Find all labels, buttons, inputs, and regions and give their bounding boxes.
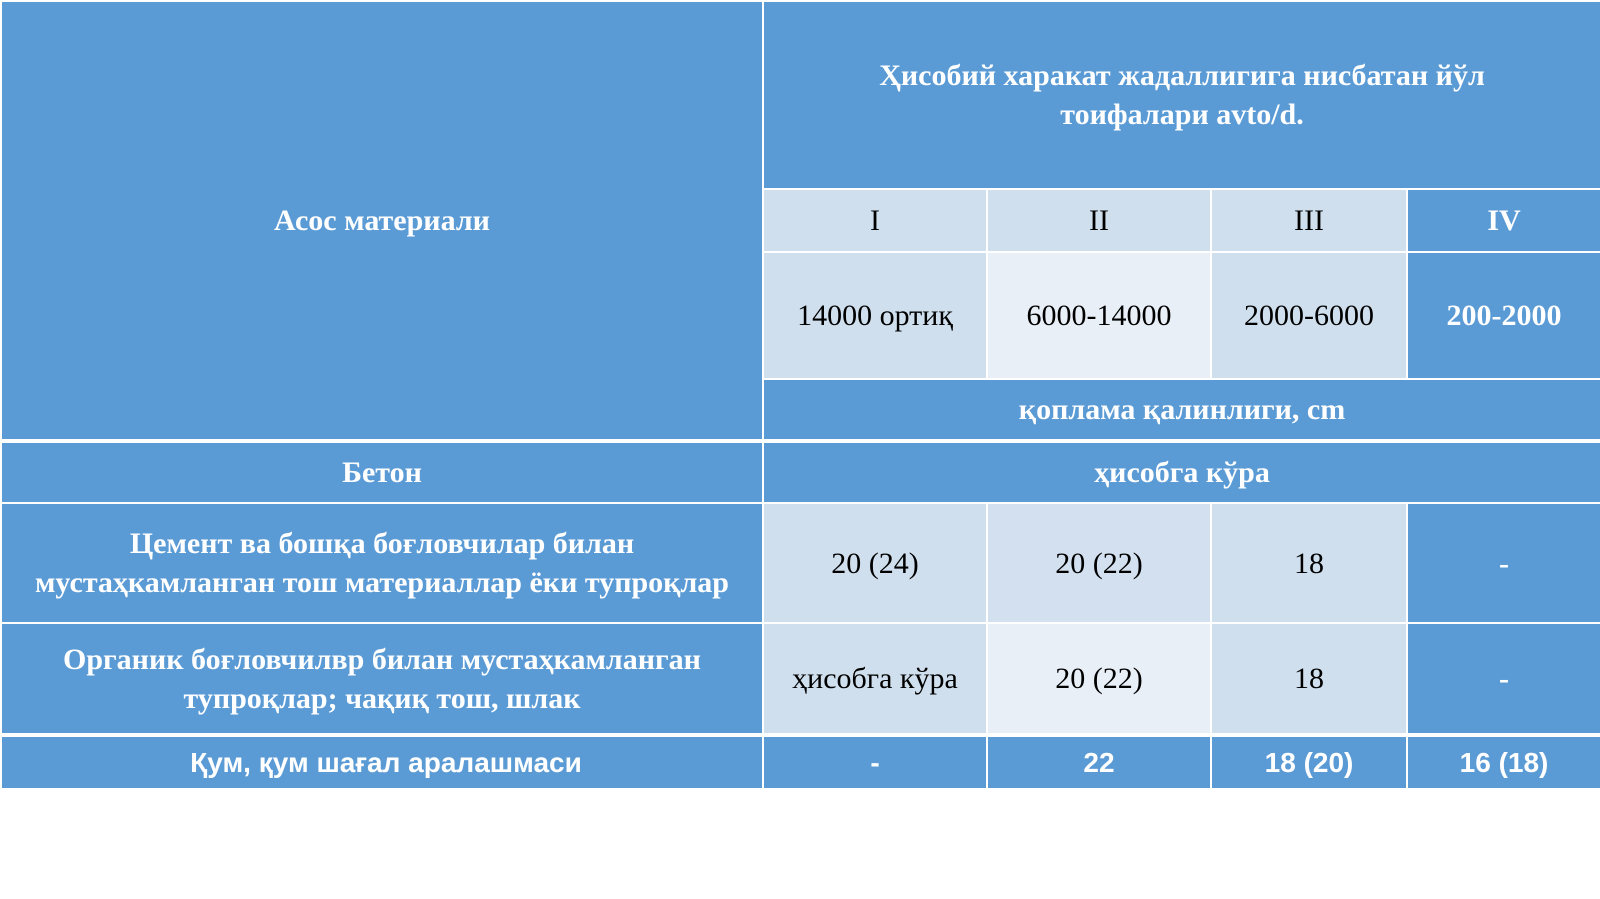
category-iii: III	[1211, 189, 1407, 252]
row-concrete-material: Бетон	[1, 441, 763, 503]
row-sand-value-iv: 16 (18)	[1407, 735, 1600, 789]
row-cement-material: Цемент ва бошқа боғловчилар билан мустаҳкамланган тош материаллар ёки тупроқлар	[1, 503, 763, 623]
row-sand-value-i: -	[763, 735, 987, 789]
row-organic-value-iii: 18	[1211, 623, 1407, 735]
row-sand-material: Қум, қум шағал аралашмаси	[1, 735, 763, 789]
header-category-title: Ҳисобий харакат жадаллигига нисбатан йўл тоифалари avto/d.	[763, 1, 1600, 189]
thickness-label: қоплама қалинлиги, cm	[763, 379, 1600, 441]
intensity-ii: 6000-14000	[987, 252, 1211, 379]
row-organic-value-iv: -	[1407, 623, 1600, 735]
row-organic-value-ii: 20 (22)	[987, 623, 1211, 735]
row-cement-value-iii: 18	[1211, 503, 1407, 623]
row-cement-value-i: 20 (24)	[763, 503, 987, 623]
intensity-iv: 200-2000	[1407, 252, 1600, 379]
intensity-i: 14000 ортиқ	[763, 252, 987, 379]
row-organic-material: Органик боғловчилвр билан мустаҳкамланган тупроқлар; чақиқ тош, шлак	[1, 623, 763, 735]
category-iv: IV	[1407, 189, 1600, 252]
category-ii: II	[987, 189, 1211, 252]
row-sand-value-iii: 18 (20)	[1211, 735, 1407, 789]
row-organic-value-i: ҳисобга кўра	[763, 623, 987, 735]
row-concrete-value: ҳисобга кўра	[763, 441, 1600, 503]
row-cement-value-iv: -	[1407, 503, 1600, 623]
category-i: I	[763, 189, 987, 252]
header-base-material: Асос материали	[1, 1, 763, 441]
row-sand-value-ii: 22	[987, 735, 1211, 789]
row-cement-value-ii: 20 (22)	[987, 503, 1211, 623]
intensity-iii: 2000-6000	[1211, 252, 1407, 379]
